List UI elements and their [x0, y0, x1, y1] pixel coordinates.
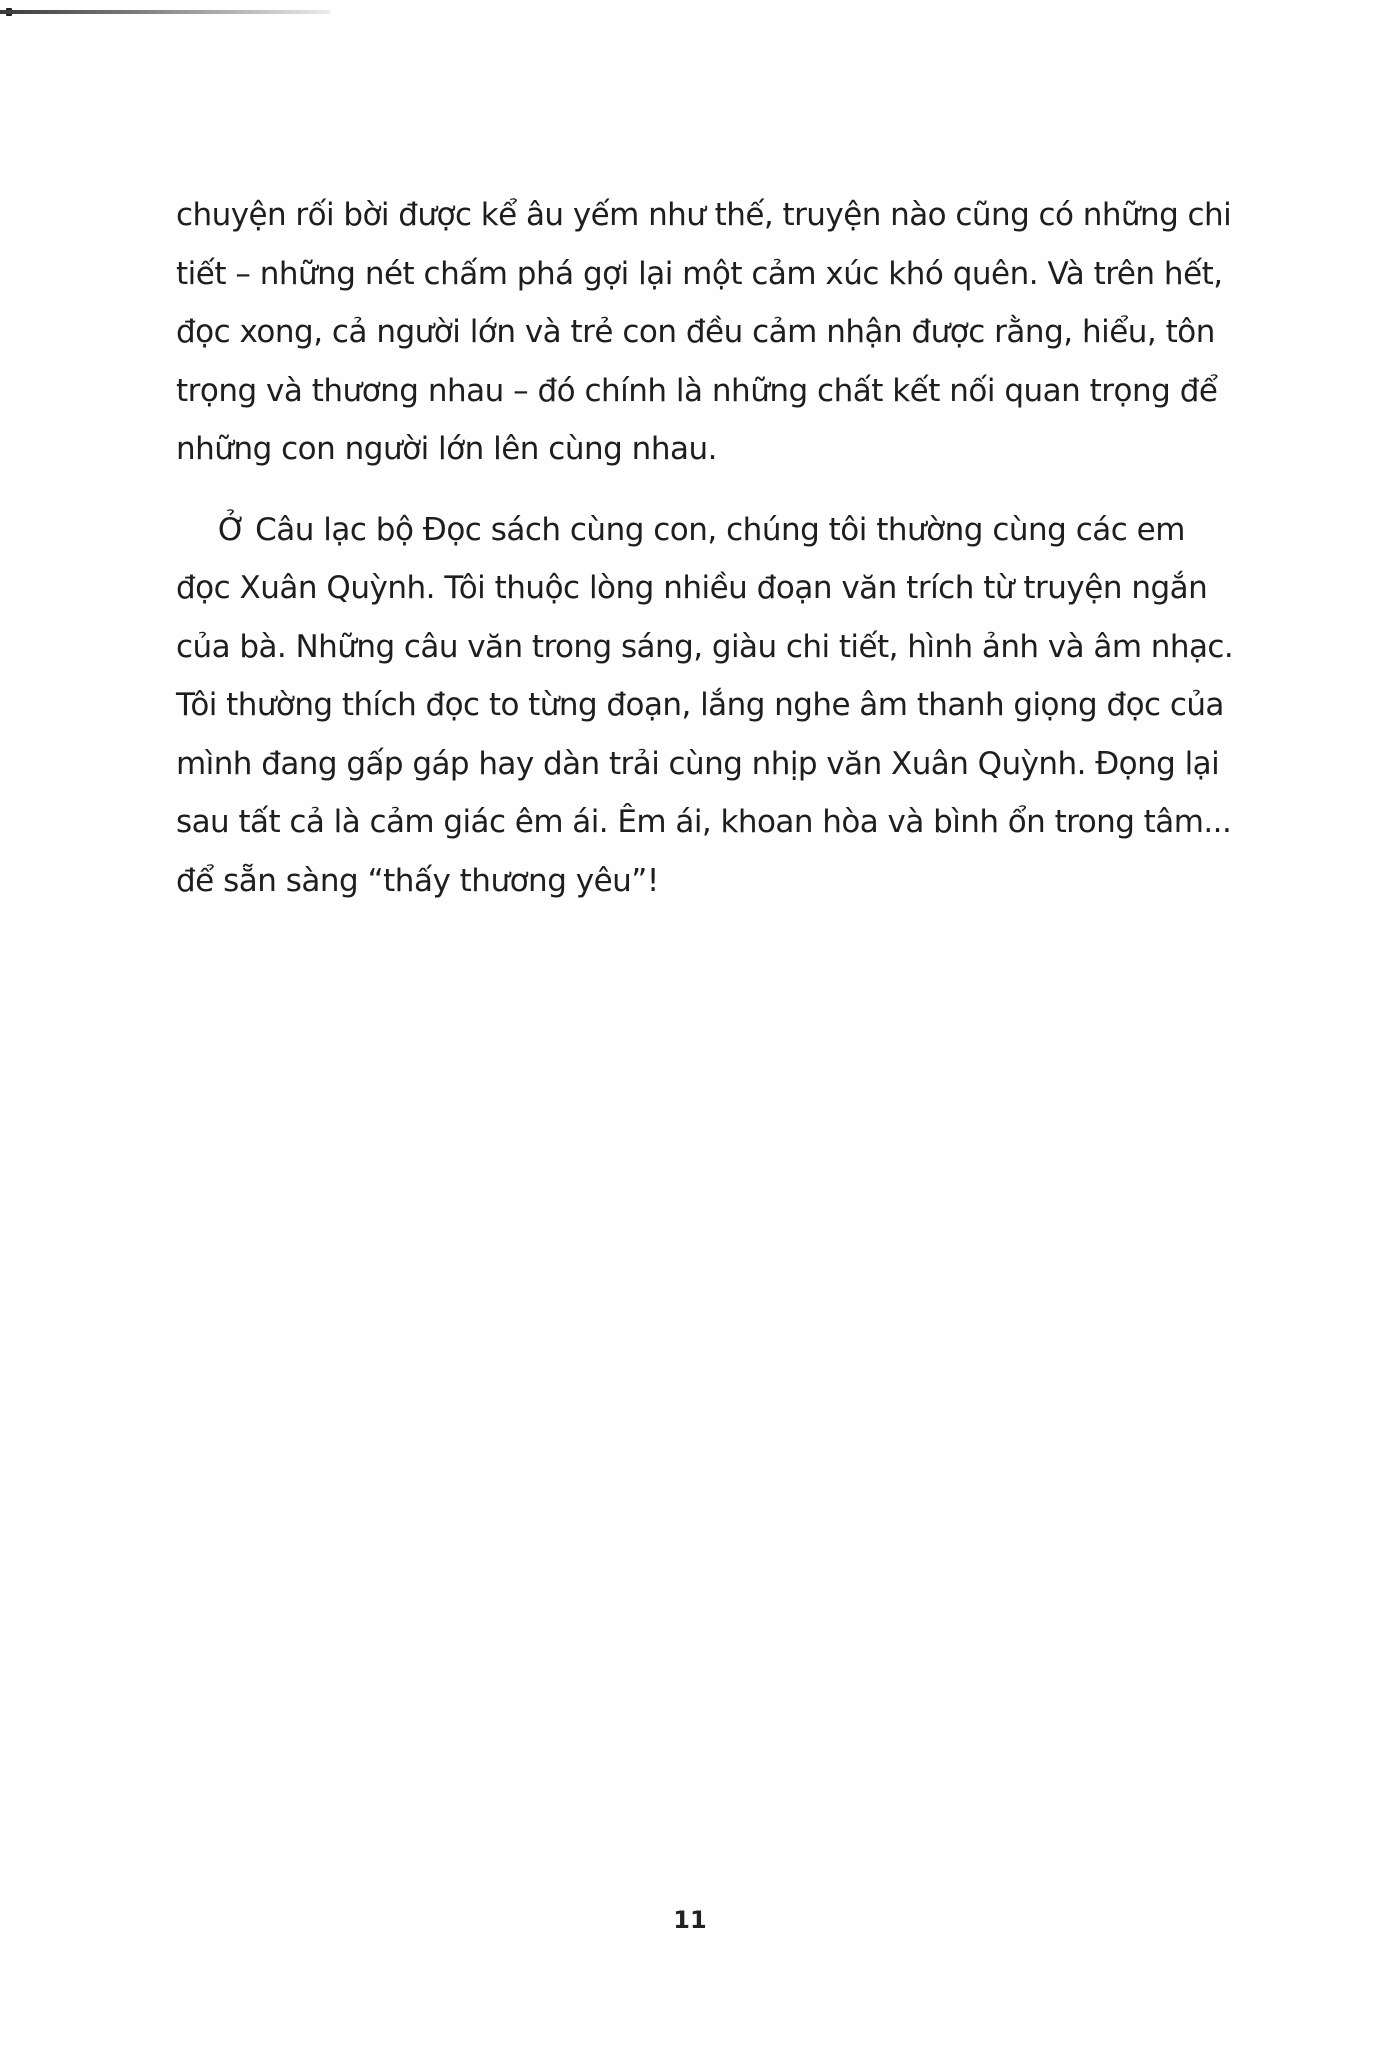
page-number: 11 [673, 1906, 707, 1934]
text-line: những con người lớn lên cùng nhau. [176, 431, 717, 467]
text-line: đọc xong, cả người lớn và trẻ con đều cảm nhận được rằng, hiểu, tôn [176, 314, 1215, 350]
text-line: để sẵn sàng “thấy thương yêu”! [176, 862, 659, 899]
text-line: Ở Câu lạc bộ Đọc sách cùng con, chúng tôi thường cùng các em [218, 511, 1185, 548]
paragraph-spacing [176, 479, 1206, 501]
text-line: tiết – những nét chấm phá gợi lại một cảm xúc khó quên. Và trên hết, [176, 255, 1223, 292]
text-line: trọng và thương nhau – đó chính là những chất kết nối quan trọng để [176, 372, 1218, 409]
text-line: Tôi thường thích đọc to từng đoạn, lắng nghe âm thanh giọng đọc của [176, 687, 1224, 723]
text-line: chuyện rối bời được kể âu yếm như thế, truyện nào cũng có những chi [176, 197, 1232, 233]
text-line: sau tất cả là cảm giác êm ái. Êm ái, khoan hòa và bình ổn trong tâm... [176, 804, 1232, 840]
text-line: mình đang gấp gáp hay dàn trải cùng nhịp văn Xuân Quỳnh. Đọng lại [176, 745, 1220, 782]
paragraph-2 [176, 501, 1234, 911]
body-text [176, 186, 1234, 910]
paragraph-1 [176, 186, 1232, 479]
text-line: đọc Xuân Quỳnh. Tôi thuộc lòng nhiều đoạn văn trích từ truyện ngắn [176, 570, 1208, 606]
text-line: của bà. Những câu văn trong sáng, giàu chi tiết, hình ảnh và âm nhạc. [176, 628, 1234, 665]
scan-artifact-edge [0, 10, 330, 14]
